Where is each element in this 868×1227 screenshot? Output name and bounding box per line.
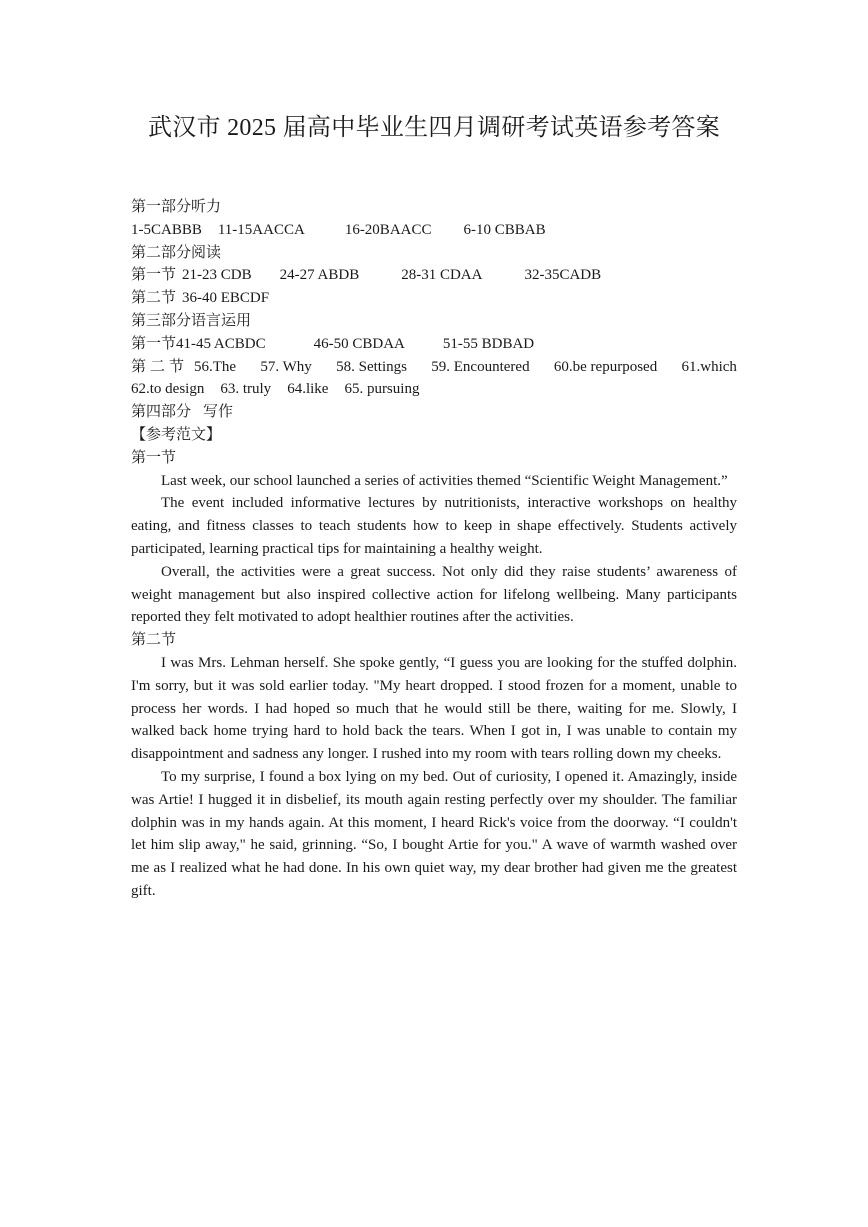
answer-item: 60.be repurposed [553, 358, 658, 375]
part2-section1-row [131, 264, 737, 287]
part4-heading-row [131, 401, 737, 424]
writing-section1-label: 第一节 [131, 449, 177, 466]
essay-paragraph: I was Mrs. Lehman herself. She spoke gently, “I guess you are looking for the stuffed dolphin. I'm sorry, but it was sold earlier today. "My heart dropped. I stood frozen for a moment, unable to process her words. I had hoped so much that he would still be there, waiting for me. Slowly, I walked back home trying hard to hold back the tears. When I got in, I was unable to contain my disappointment and sadness any longer. I rushed into my room with tears rolling down my cheeks. [131, 654, 737, 763]
part4-heading-suffix: 写作 [203, 404, 234, 421]
answer-group: 16-20BAACC [344, 221, 432, 238]
answer-group: 6-10 CBBAB [463, 221, 546, 238]
answer-content [131, 196, 737, 903]
answer-item: 63. truly [220, 381, 272, 398]
essay-paragraph: Overall, the activities were a great success. Not only did they raise students’ awareness of weight management but also inspired collective action for lifelong wellbeing. Many participants reported they felt motivated to adopt healthier routines after the activities. [131, 563, 737, 626]
essay-paragraph: To my surprise, I found a box lying on my bed. Out of curiosity, I opened it. Amazingly, inside was Artie! I hugged it in disbelief, its mouth again resting perfectly over my shoulder. The familiar dolphin was in my hands again. At this moment, I heard Rick's voice from the doorway. “I couldn't let him slip away," he said, grinning. “So, I bought Artie for you." A wave of warmth washed over me as I realized what he had done. In his own quiet way, my dear brother had given me the greatest gift. [131, 768, 737, 899]
answer-group: 46-50 CBDAA [313, 335, 405, 352]
answer-item: 61.which [681, 358, 737, 375]
answer-group: 1-5CABBB [131, 221, 202, 238]
section-label: 第一节 [131, 335, 177, 352]
part3-section2-row1 [131, 356, 737, 379]
answer-item: 56.The [194, 358, 237, 375]
part2-heading: 第二部分阅读 [131, 244, 222, 261]
part2-section2-row [131, 287, 737, 310]
part3-section1-row [131, 333, 737, 356]
writing-section2-label: 第二节 [131, 632, 177, 649]
answer-item: 65. pursuing [344, 381, 420, 398]
part1-answers-row [131, 219, 737, 242]
answer-item: 57. Why [260, 358, 312, 375]
answer-item: 59. Encountered [431, 358, 530, 375]
answer-group: 24-27 ABDB [279, 267, 360, 284]
part3-heading: 第三部分语言运用 [131, 312, 252, 329]
answer-group: 51-55 BDBAD [442, 335, 535, 352]
answer-item: 58. Settings [336, 358, 407, 375]
answer-item: 62.to design [131, 381, 205, 398]
section-label: 第一节 [131, 267, 177, 284]
page-title: 武汉市 2025 届高中毕业生四月调研考试英语参考答案 [147, 115, 721, 141]
section-label: 第二节 [131, 358, 189, 375]
answer-group: 36-40 EBCDF [182, 290, 270, 307]
answer-group: 11-15AACCA [217, 221, 305, 238]
part4-heading: 第四部分 [131, 404, 192, 421]
sample-essay-label: 【参考范文】 [131, 426, 222, 443]
answer-group: 32-35CADB [524, 267, 602, 284]
answer-group: 41-45 ACBDC [176, 335, 266, 352]
part3-section2-row2 [131, 378, 737, 401]
answer-group: 21-23 CDB [182, 267, 252, 284]
section-label: 第二节 [131, 290, 177, 307]
answer-item: 64.like [287, 381, 329, 398]
answer-group: 28-31 CDAA [401, 267, 483, 284]
answer-item-group [131, 356, 236, 379]
essay-paragraph: Last week, our school launched a series of activities themed “Scientific Weight Management.” [161, 472, 728, 489]
essay-paragraph: The event included informative lectures by nutritionists, interactive workshops on healthy eating, and fitness classes to teach students how to keep in shape effectively. Students actively participated, learning practical tips for maintaining a healthy weight. [131, 495, 737, 557]
part1-heading: 第一部分听力 [131, 199, 222, 215]
